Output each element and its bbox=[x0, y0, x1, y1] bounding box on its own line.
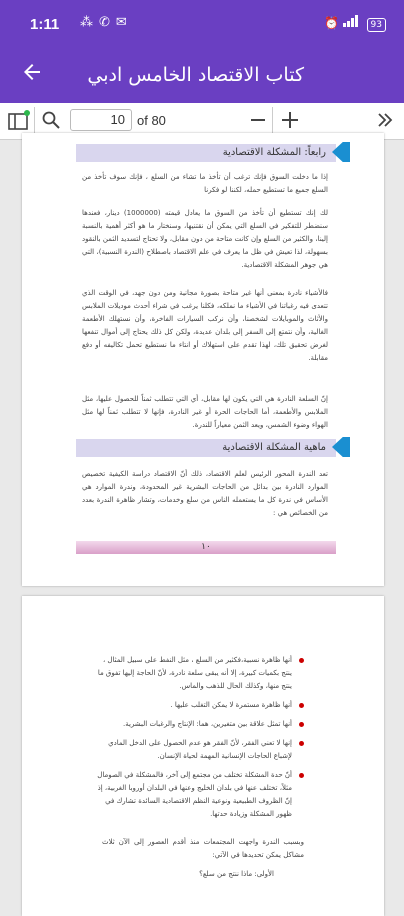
message-icon: ✉ bbox=[115, 15, 133, 30]
sidebar-toggle-icon[interactable] bbox=[8, 110, 30, 134]
notification-icons bbox=[80, 15, 133, 30]
section-heading-text: ماهية المشكلة الاقتصادية bbox=[222, 442, 326, 453]
list-item: إنها لا تعني الفقر، لأنّ الفقر هو عدم الحصول على الدخل المادي لإشباع الحاجات الإنسانية المهمة لحياة الإنسان. bbox=[92, 737, 304, 763]
page-title: كتاب الاقتصاد الخامس ادبي bbox=[87, 64, 304, 86]
page-total-label: of 80 bbox=[137, 113, 166, 128]
paragraph: إذا ما دخلت السوق فإنك ترغب أن تأخذ ما تشاء من السلع ، فإنك سوف تأخذ من السلع جميع ما تستطيع حمله، لكننا لو فكرنا bbox=[82, 173, 328, 194]
pdf-page-11 bbox=[22, 596, 384, 916]
back-arrow-icon[interactable] bbox=[20, 60, 44, 90]
network-icon: ⁂ bbox=[80, 15, 99, 30]
list-item: أنّ حدة المشكلة تختلف من مجتمع إلى آخر، فالمشكلة في الصومال مثلاً، تختلف عنها في بلدان الخليج وعنها في البلدان أوروبا الغربية، إذ إنّ الظروف الطبيعية ونوعية النظم الاقتصادية السائدة تشارك في ظهور المشكلة وزيادة حدتها. bbox=[92, 769, 304, 821]
toolbar-divider bbox=[34, 107, 35, 135]
list-item: أنها تمثل علاقة بين متغيرين، هما: الإنتاج والرغبات البشرية. bbox=[92, 718, 304, 731]
pdf-page-10 bbox=[22, 133, 384, 586]
search-icon[interactable] bbox=[42, 111, 60, 133]
heading-marker-icon bbox=[332, 437, 350, 457]
zoom-in-icon[interactable] bbox=[281, 110, 299, 134]
page-number-input[interactable]: 10 bbox=[70, 109, 132, 131]
status-bar bbox=[0, 0, 404, 50]
list-item: أنها ظاهرة مستمرة لا يمكن التغلب عليها . bbox=[92, 699, 304, 712]
app-bar bbox=[0, 50, 404, 103]
list-item: أنها ظاهرة نسبية،فكثير من السلع ، مثل النفط على سبيل المثال ، ينتج بكميات كبيرة، إلا أنه يبقى سلعة نادرة، لأنّ الحاجة إليها تفوق ما ينتج منها، وكذلك الحال للذهب والماس. bbox=[92, 654, 304, 693]
paragraph: وبسبب الندرة واجهت المجتمعات منذ أقدم العصور إلى الآن ثلاث مشاكل يمكن تحديدها في الآتي: bbox=[102, 838, 304, 859]
bullet-list bbox=[92, 654, 304, 827]
status-time: 1:11 bbox=[30, 16, 60, 33]
battery-icon: 93 bbox=[367, 18, 386, 32]
heading-marker-icon bbox=[332, 142, 350, 162]
paragraph: تعد الندرة المحور الرئيس لعلم الاقتصاد، ذلك أنّ الاقتصاد دراسة الكيفية تخصيص الموارد النادرة بين بدائل من الحاجات البشرية غير المحدودة، وندرة الموارد هي الأساس في ندرة كل ما يستعمله الناس من سلع وخدمات، وتشار ظاهرة الندرة بعدد من الخصائص هي : bbox=[82, 470, 328, 517]
call-icon: ✆ bbox=[99, 15, 116, 30]
paragraph: الأولى: ماذا ننتج من سلع؟ bbox=[199, 870, 274, 878]
signal-icon bbox=[343, 16, 363, 30]
section-heading bbox=[76, 439, 336, 457]
toolbar-divider bbox=[272, 107, 273, 135]
page-number: ١٠ bbox=[201, 542, 211, 552]
paragraph: إنّ السلعة النادرة هي التي يكون لها مقابل، أي التي تتطلب ثمناً للحصول عليها، مثل الملابس والأطعمة، أما الحاجات الحرة أو غير النادرة، فإنها لا تتطلب ثمناً لها مثل الهواء وضوء الشمس، ويعد الثمن معياراً للندرة. bbox=[82, 395, 328, 429]
alarm-icon: ⏰ bbox=[323, 16, 339, 30]
section-heading-text: رابعاً: المشكلة الاقتصادية bbox=[222, 147, 326, 158]
page-footer-band bbox=[76, 541, 336, 554]
paragraph: فالأشياء نادرة بمعنى أنها غير متاحة بصورة مجانية ومن دون جهد، في الوقت الذي تتعدى فيه رغباتنا في الأشياء ما نملكه، فكلنا يرغب في شراء أحدث موديلات الملابس والأثاث والموبايلات لشخصنا، وأن نركب السيارات الفاخرة، وأن نستهلك الأطعمة الغالية، وأن نتمتع إلى السفر إلى بلدان عديدة، ولكن كل ذلك يحتاج إلى أموال تنفعها لغرض تحقيق تلك، لهذا تقدم على استهلاك أو انتاء ما نستطيع تحمل تكاليفه أو دفع مقابلة. bbox=[82, 289, 328, 362]
section-heading bbox=[76, 144, 336, 162]
system-icons bbox=[324, 15, 386, 32]
zoom-out-icon[interactable] bbox=[250, 111, 266, 133]
double-chevron-right-icon[interactable] bbox=[376, 111, 394, 133]
paragraph: لك إنك تستطيع أن تأخذ من السوق ما يعادل قيمته (1000000) دينار، فعندها سنضطر للتفكير في السلع التي يمكن أن نقتنيها، وسنختار ما هو أكثر أهمية بالنسبة إلينا، والكثير من السلع وإن كانت متاحة من دون مقابل، ولا تحتاج لتسديد الثمن بالنقود بسهولة، لذا تعيش في ظل ما يعرف في علم الاقتصاد باصطلاح (الندرة النسبية)، التي هي جوهر المشكلة الاقتصادية. bbox=[82, 209, 328, 269]
